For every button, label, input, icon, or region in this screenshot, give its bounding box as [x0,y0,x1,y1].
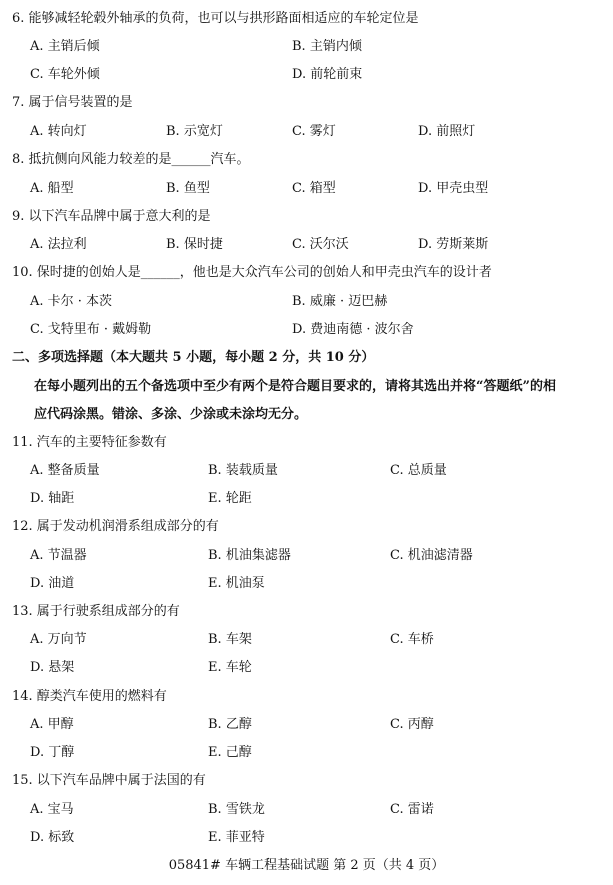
section-2-instruction-2: 应代码涂黑。错涂、多涂、少涂或未涂均无分。 [34,407,308,422]
q15-option-c: C. 雷诺 [390,802,434,817]
q9-option-b: B. 保时捷 [166,237,223,252]
page-footer: 05841# 车辆工程基础试题 第 2 页（共 4 页） [168,858,445,873]
q10-option-d: D. 费迪南德 · 波尔舍 [292,322,414,337]
question-7-stem: 7. 属于信号装置的是 [12,95,133,110]
q10-option-a: A. 卡尔 · 本茨 [30,294,113,309]
q11-option-a: A. 整备质量 [30,463,100,478]
question-8-stem: 8. 抵抗侧向风能力较差的是______汽车。 [12,152,250,167]
q15-option-d: D. 标致 [30,830,75,845]
q14-option-a: A. 甲醇 [30,717,74,732]
q14-option-c: C. 丙醇 [390,717,434,732]
q15-option-e: E. 菲亚特 [208,830,265,845]
q11-option-e: E. 轮距 [208,491,252,506]
q14-option-b: B. 乙醇 [208,717,252,732]
question-12-stem: 12. 属于发动机润滑系组成部分的有 [12,519,219,534]
q7-option-a: A. 转向灯 [30,124,87,139]
q14-option-d: D. 丁醇 [30,745,75,760]
q13-option-a: A. 万向节 [30,632,87,647]
q10-option-b: B. 威廉 · 迈巴赫 [292,294,388,309]
q13-option-b: B. 车架 [208,632,252,647]
q8-option-a: A. 船型 [30,181,74,196]
question-15-stem: 15. 以下汽车品牌中属于法国的有 [12,773,206,788]
q14-option-e: E. 己醇 [208,745,252,760]
question-9-stem: 9. 以下汽车品牌中属于意大利的是 [12,209,211,224]
q8-option-c: C. 箱型 [292,181,336,196]
q15-option-a: A. 宝马 [30,802,74,817]
q10-option-c: C. 戈特里布 · 戴姆勒 [30,322,152,337]
question-10-stem: 10. 保时捷的创始人是______，他也是大众汽车公司的创始人和甲壳虫汽车的设计者 [12,265,492,280]
q8-option-d: D. 甲壳虫型 [418,181,489,196]
q15-option-b: B. 雪铁龙 [208,802,265,817]
q6-option-d: D. 前轮前束 [292,67,363,82]
q12-option-b: B. 机油集滤器 [208,548,291,563]
q7-option-c: C. 雾灯 [292,124,336,139]
q12-option-a: A. 节温器 [30,548,87,563]
section-2-instruction-1: 在每小题列出的五个备选项中至少有两个是符合题目要求的，请将其选出并将“答题纸”的相 [34,379,556,394]
q13-option-c: C. 车桥 [390,632,434,647]
q9-option-c: C. 沃尔沃 [292,237,349,252]
q11-option-c: C. 总质量 [390,463,447,478]
q12-option-e: E. 机油泵 [208,576,265,591]
q12-option-d: D. 油道 [30,576,75,591]
q13-option-e: E. 车轮 [208,660,252,675]
q9-option-d: D. 劳斯莱斯 [418,237,489,252]
q8-option-b: B. 鱼型 [166,181,210,196]
q11-option-b: B. 装载质量 [208,463,278,478]
q7-option-b: B. 示宽灯 [166,124,223,139]
q7-option-d: D. 前照灯 [418,124,476,139]
question-11-stem: 11. 汽车的主要特征参数有 [12,435,167,450]
q6-option-c: C. 车轮外倾 [30,67,100,82]
q6-option-a: A. 主销后倾 [30,39,100,54]
q9-option-a: A. 法拉利 [30,237,87,252]
section-2-title: 二、多项选择题（本大题共 5 小题，每小题 2 分，共 10 分） [12,350,375,365]
q13-option-d: D. 悬架 [30,660,75,675]
q11-option-d: D. 轴距 [30,491,75,506]
q12-option-c: C. 机油滤清器 [390,548,473,563]
question-13-stem: 13. 属于行驶系组成部分的有 [12,604,180,619]
question-14-stem: 14. 醇类汽车使用的燃料有 [12,689,167,704]
question-6-stem: 6. 能够减轻轮毂外轴承的负荷，也可以与拱形路面相适应的车轮定位是 [12,11,419,26]
q6-option-b: B. 主销内倾 [292,39,362,54]
